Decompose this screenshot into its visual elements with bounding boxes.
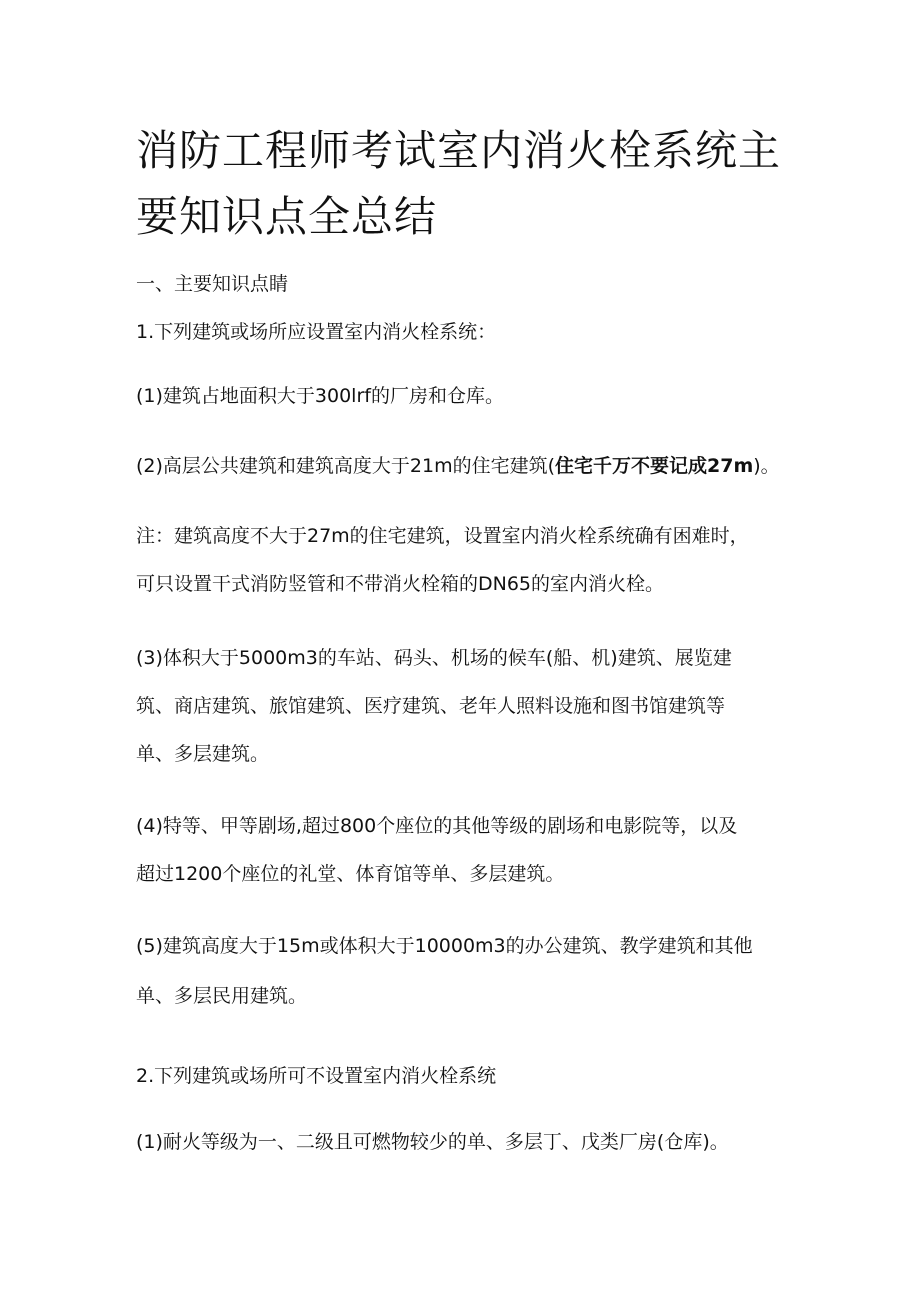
document-title [136,118,816,250]
item-1-2-text-a: (2)高层公共建筑和建筑高度大于21m的住宅建筑( [136,455,556,477]
document-title-line-2: 要知识点全总结 [136,192,438,241]
item-2-heading: 2.下列建筑或场所可不设置室内消火栓系统 [136,1065,497,1087]
note-line-2: 可只设置干式消防竖管和不带消火栓箱的DN65的室内消火栓。 [136,573,665,595]
item-1-1-text: (1)建筑占地面积大于300lrf的厂房和仓库。 [136,385,504,407]
item-1-5-line-2: 单、多层民用建筑。 [136,985,308,1007]
item-1-2-text [136,454,780,478]
document-title-line-1: 消防工程师考试室内消火栓系统主 [136,126,782,175]
item-1-2-text-c: )。 [753,455,780,477]
note-line-1: 注：建筑高度不大于27m的住宅建筑，设置室内消火栓系统确有困难时， [136,525,749,547]
item-1-4-line-1: (4)特等、甲等剧场,超过800个座位的其他等级的剧场和电影院等，以及 [136,815,738,837]
item-1-2-emphasis: 住宅千万不要记成27m [555,455,754,477]
item-1-5-line-1: (5)建筑高度大于15m或体积大于10000m3的办公建筑、教学建筑和其他 [136,935,753,957]
item-1-heading: 1.下列建筑或场所应设置室内消火栓系统： [136,321,497,343]
section-heading-main-points: 一、主要知识点睛 [136,273,289,295]
item-2-1-text: (1)耐火等级为一、二级且可燃物较少的单、多层丁、戊类厂房(仓库)。 [136,1131,729,1153]
item-1-4-line-2: 超过1200个座位的礼堂、体育馆等单、多层建筑。 [136,863,565,885]
item-1-3-line-2: 筑、商店建筑、旅馆建筑、医疗建筑、老年人照料设施和图书馆建筑等 [136,695,726,717]
item-1-3-line-3: 单、多层建筑。 [136,743,270,765]
item-1-3-line-1: (3)体积大于5000m3的车站、码头、机场的候车(船、机)建筑、展览建 [136,647,732,669]
